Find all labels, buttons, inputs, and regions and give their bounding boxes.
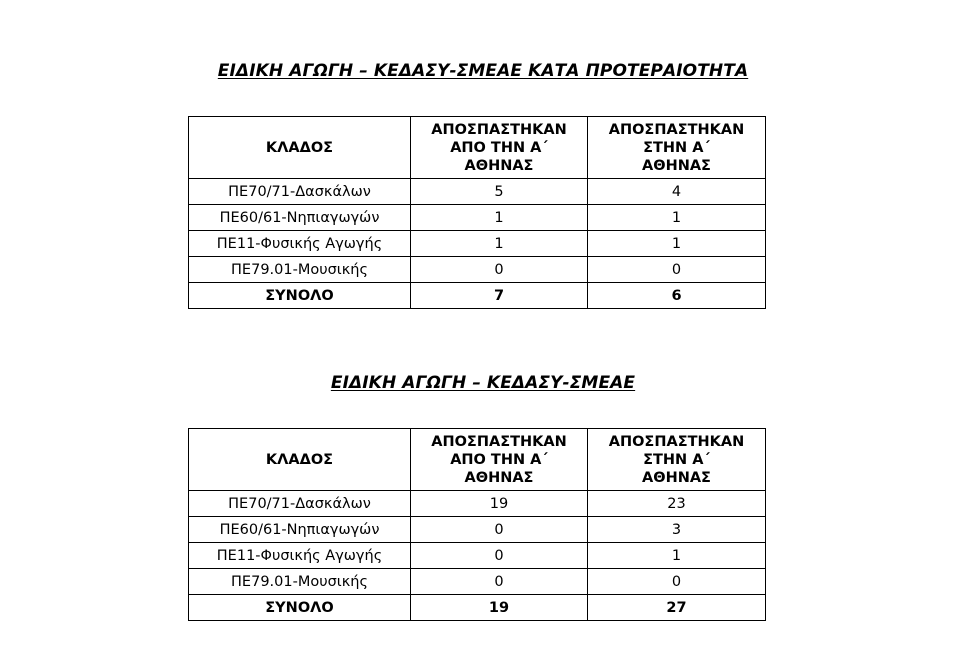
specialty-cell: ΠΕ60/61-Νηπιαγωγών: [189, 517, 411, 543]
specialty-cell: ΠΕ11-Φυσικής Αγωγής: [189, 543, 411, 569]
seconded-to-cell: 1: [588, 543, 766, 569]
total-row: [189, 595, 766, 621]
table-1-title: ΕΙΔΙΚΗ ΑΓΩΓΗ – ΚΕΔΑΣΥ-ΣΜΕΑΕ ΚΑΤΑ ΠΡΟΤΕΡΑΙΟΤΗΤΑ: [217, 61, 749, 81]
seconded-to-cell: 0: [588, 569, 766, 595]
table-row: [189, 231, 766, 257]
specialty-cell: ΠΕ70/71-Δασκάλων: [189, 179, 411, 205]
seconded-from-cell: 0: [411, 517, 588, 543]
column-header-seconded-to: ΑΠΟΣΠΑΣΤΗΚΑΝ ΣΤΗΝ Α΄ ΑΘΗΝΑΣ: [588, 117, 766, 179]
table-row: [189, 517, 766, 543]
total-row: [189, 283, 766, 309]
table-row: [189, 205, 766, 231]
total-seconded-from: 7: [411, 283, 588, 309]
total-label: ΣΥΝΟΛΟ: [189, 283, 411, 309]
specialty-cell: ΠΕ11-Φυσικής Αγωγής: [189, 231, 411, 257]
seconded-from-cell: 0: [411, 569, 588, 595]
column-header-seconded-to: ΑΠΟΣΠΑΣΤΗΚΑΝ ΣΤΗΝ Α΄ ΑΘΗΝΑΣ: [588, 429, 766, 491]
table-row: [189, 491, 766, 517]
specialty-cell: ΠΕ79.01-Μουσικής: [189, 569, 411, 595]
table-row: [189, 179, 766, 205]
table-row: [189, 257, 766, 283]
specialty-cell: ΠΕ60/61-Νηπιαγωγών: [189, 205, 411, 231]
priority-transfers-table: [188, 116, 766, 309]
seconded-from-cell: 1: [411, 205, 588, 231]
column-header-seconded-from: ΑΠΟΣΠΑΣΤΗΚΑΝ ΑΠΟ ΤΗΝ Α΄ ΑΘΗΝΑΣ: [411, 429, 588, 491]
seconded-to-cell: 0: [588, 257, 766, 283]
column-header-specialty: ΚΛΑΔΟΣ: [189, 429, 411, 491]
column-header-specialty: ΚΛΑΔΟΣ: [189, 117, 411, 179]
table-row: [189, 543, 766, 569]
seconded-from-cell: 5: [411, 179, 588, 205]
seconded-from-cell: 0: [411, 257, 588, 283]
table-header-row: [189, 117, 766, 179]
seconded-from-cell: 0: [411, 543, 588, 569]
seconded-from-cell: 1: [411, 231, 588, 257]
specialty-cell: ΠΕ70/71-Δασκάλων: [189, 491, 411, 517]
column-header-seconded-from: ΑΠΟΣΠΑΣΤΗΚΑΝ ΑΠΟ ΤΗΝ Α΄ ΑΘΗΝΑΣ: [411, 117, 588, 179]
seconded-from-cell: 19: [411, 491, 588, 517]
table-2-title: ΕΙΔΙΚΗ ΑΓΩΓΗ – ΚΕΔΑΣΥ-ΣΜΕΑΕ: [330, 373, 636, 393]
transfers-table: [188, 428, 766, 621]
table-row: [189, 569, 766, 595]
table-header-row: [189, 429, 766, 491]
seconded-to-cell: 1: [588, 231, 766, 257]
specialty-cell: ΠΕ79.01-Μουσικής: [189, 257, 411, 283]
seconded-to-cell: 23: [588, 491, 766, 517]
total-label: ΣΥΝΟΛΟ: [189, 595, 411, 621]
total-seconded-from: 19: [411, 595, 588, 621]
seconded-to-cell: 3: [588, 517, 766, 543]
seconded-to-cell: 1: [588, 205, 766, 231]
seconded-to-cell: 4: [588, 179, 766, 205]
total-seconded-to: 27: [588, 595, 766, 621]
total-seconded-to: 6: [588, 283, 766, 309]
